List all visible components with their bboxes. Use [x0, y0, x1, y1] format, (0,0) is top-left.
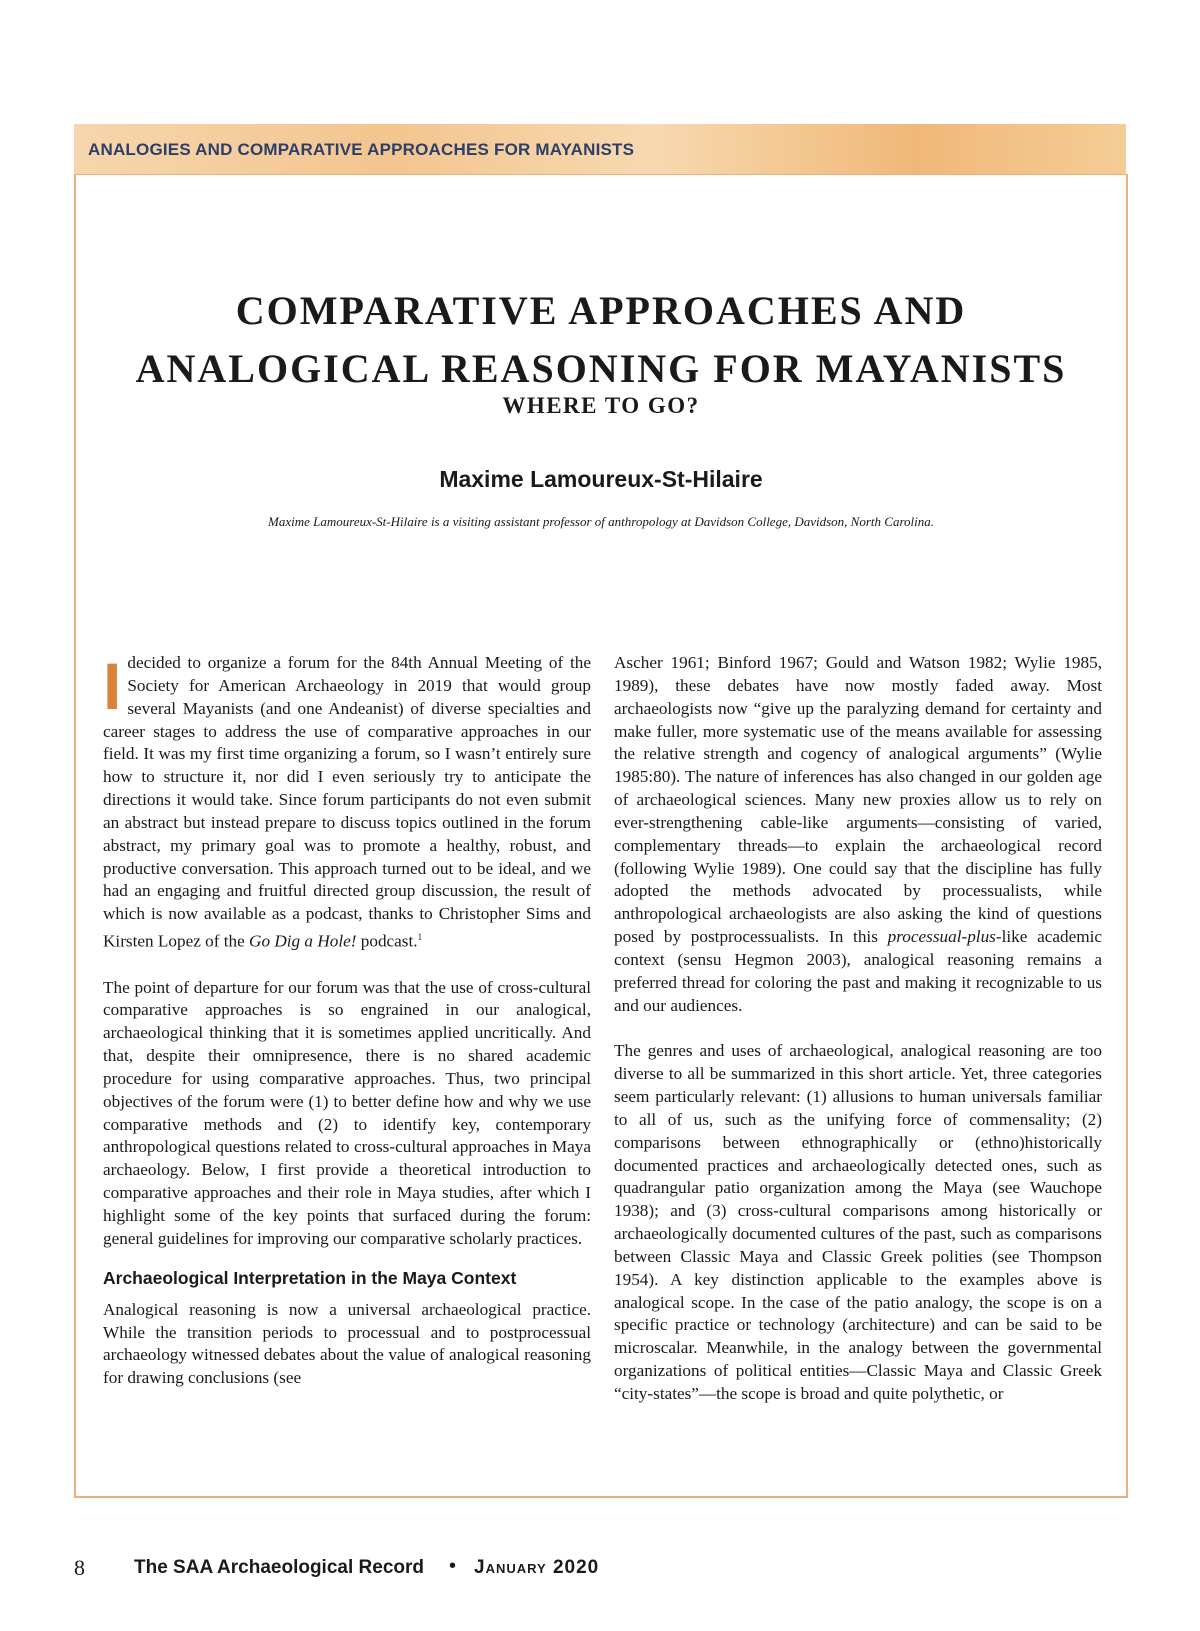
footnote-marker: 1	[417, 932, 423, 943]
title-line-1: COMPARATIVE APPROACHES AND	[235, 288, 967, 333]
section-banner	[74, 124, 1126, 175]
author-affiliation: Maxime Lamoureux-St-Hilaire is a visiting assistant professor of anthropology at Davidson College, Davidson, North Carolina.	[268, 514, 934, 529]
journal-name: The SAA Archaeological Record	[134, 1557, 424, 1578]
section-heading: Archaeological Interpretation in the Maya Context	[103, 1267, 517, 1288]
right-column	[614, 652, 1102, 1406]
author-name: Maxime Lamoureux-St-Hilaire	[439, 466, 763, 492]
issue-date: January 2020	[474, 1557, 600, 1578]
genres-paragraph: The genres and uses of archaeological, analogical reasoning are too diverse to all be summarized in this short article. Yet, three categories seem particularly relevant: (1) allusions to human universals familiar to all of us, such as the unifying force of commensality; (2) comparisons between ethnographically or (ethno)historically documented practices and archaeologically detected ones, such as quadrangular patio organization among the Maya (see Wauchope 1938); and (3) cross-cultural comparisons among historically or archaeologically documented cultures of the past, such as comparisons between Classic Maya and Classic Greek polities (see Thompson 1954). A key distinction applicable to the examples above is analogical scope. In the case of the patio analogy, the scope is on a specific practice or technology (architecture) and can be said to be microscalar. Meanwhile, in the analogy between the governmental organizations of political entities—Classic Maya and Classic Greek “city-states”—the scope is broad and quite polythetic, or	[614, 1041, 1102, 1403]
debates-paragraph	[614, 652, 1102, 1018]
analogical-reasoning-paragraph: Analogical reasoning is now a universal archaeological practice. While the transition periods to processual and to postprocessual archaeology witnessed debates about the value of analogical reasoning for drawing conclusions (see	[103, 1299, 591, 1388]
processual-plus-term: processual-plus	[887, 927, 996, 947]
debates-text: Ascher 1961; Binford 1967; Gould and Watson 1982; Wylie 1985, 1989), these debates have now mostly faded away. Most archaeologists now “give up the paralyzing demand for certainty and make fuller, more systematic use of the means available for assessing the relative strength and cogency of analogical arguments” (Wylie 1985:80). The nature of inferences has also changed in our golden age of archaeological sciences. Many new proxies allow us to rely on ever-strengthening cable-like arguments—consisting of varied, complementary threads—to explain the archaeological record (following Wylie 1989). One could say that the discipline has fully adopted the methods advocated by processualists, while anthropological archaeologists are also asking the kind of questions posed by postprocessualists. In this	[614, 653, 1102, 947]
podcast-title: Go Dig a Hole!	[249, 931, 357, 951]
title-line-2: ANALOGICAL REASONING FOR MAYANISTS	[135, 346, 1067, 391]
section-banner-label: ANALOGIES AND COMPARATIVE APPROACHES FOR MAYANISTS	[88, 140, 635, 159]
intro-text-end: podcast.	[356, 931, 418, 951]
debates-text-end: -like academic context (sensu Hegmon 2003), analogical reasoning remains a preferred thread for coloring the past and making it recognizable to us and our audiences.	[614, 927, 1102, 1015]
intro-text: decided to organize a forum for the 84th Annual Meeting of the Society for American Archaeology in 2019 that would group several Mayanists (and one Andeanist) of diverse specialties and career stages to address the use of comparative approaches in our field. It was my first time organizing a forum, so I wasn’t entirely sure how to structure it, nor did I even seriously try to anticipate the directions it would take. Since forum participants do not even submit an abstract but instead prepare to discuss topics outlined in the forum abstract, my primary goal was to promote a healthy, robust, and productive conversation. This approach turned out to be ideal, and we had an engaging and fruitful directed group discussion, the result of which is now available as a podcast, thanks to Christopher Sims and Kirsten Lopez of the	[103, 653, 591, 951]
footer-bullet: •	[449, 1555, 457, 1577]
article-title	[74, 282, 1128, 398]
drop-cap: I	[103, 649, 122, 723]
page-number: 8	[74, 1555, 85, 1580]
article-subtitle: WHERE TO GO?	[502, 393, 700, 418]
page-footer	[74, 1555, 874, 1585]
intro-paragraph	[103, 649, 591, 954]
objectives-paragraph: The point of departure for our forum was that the use of cross-cultural comparative approaches is so engrained in our analogical, archaeological thinking that it is sometimes applied uncritically. And that, despite their omnipresence, there is no shared academic procedure for using comparative approaches. Thus, two principal objectives of the forum were (1) to better define how and why we use comparative methods and (2) to identify key, contemporary anthropological questions related to cross-cultural approaches in Maya archaeology. Below, I first provide a theoretical introduction to comparative approaches and their role in Maya studies, after which I highlight some of the key points that surfaced during the forum: general guidelines for improving our comparative scholarly practices.	[103, 977, 591, 1248]
left-column	[103, 649, 591, 1390]
